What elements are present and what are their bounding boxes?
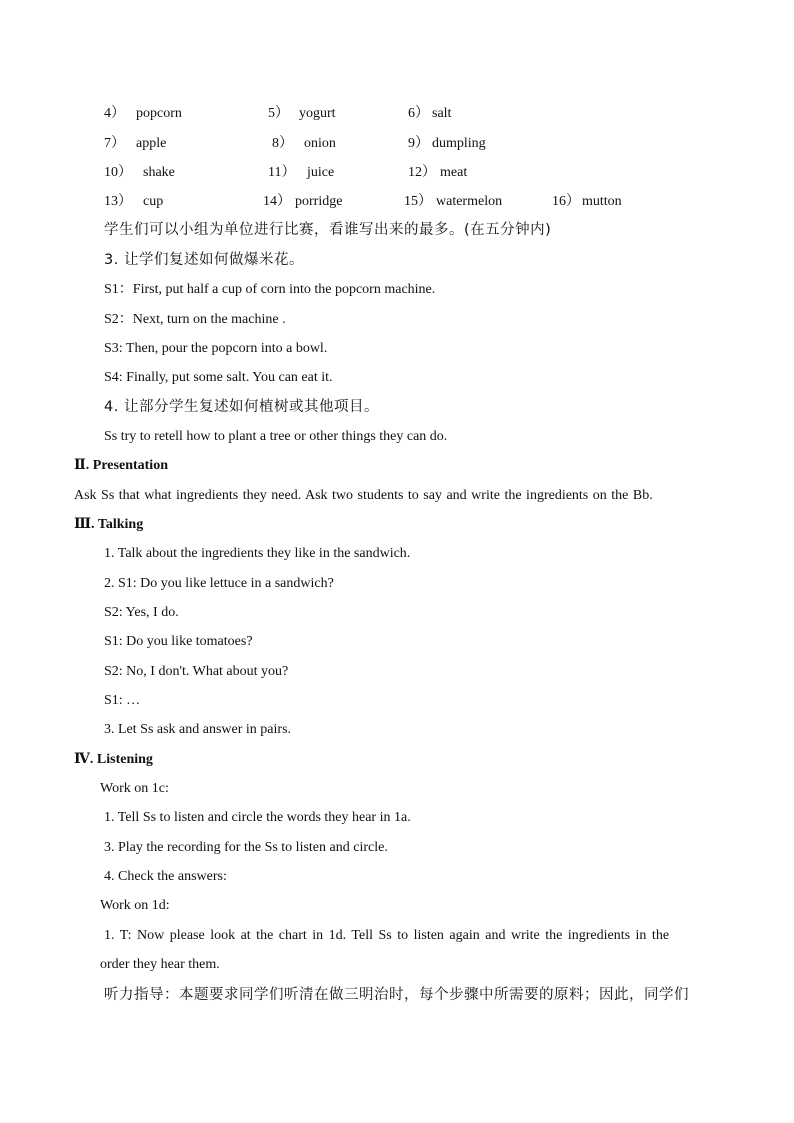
listening-step: 3. Play the recording for the Ss to listen and circle. — [104, 840, 388, 855]
vocab-number: 11） — [268, 165, 296, 180]
dialogue-line-s1: S1：First, put half a cup of corn into the popcorn machine. — [104, 282, 436, 297]
talking-line: S1: Do you like tomatoes? — [104, 634, 253, 649]
vocab-number: 6） — [408, 106, 429, 121]
presentation-heading: Ⅱ. Presentation — [74, 458, 168, 473]
vocab-word: popcorn — [136, 106, 182, 121]
vocab-word: mutton — [582, 194, 622, 209]
vocab-word: cup — [143, 194, 164, 209]
dialogue-line-s2: S2：Next, turn on the machine . — [104, 312, 286, 327]
vocab-number: 9） — [408, 136, 429, 151]
listening-heading: Ⅳ. Listening — [74, 752, 153, 767]
vocab-word: watermelon — [436, 194, 503, 209]
listening-guidance: 听力指导：本题要求同学们听清在做三明治时，每个步骤中所需要的原料；因此，同学们 — [104, 987, 689, 1003]
vocab-word: porridge — [295, 194, 343, 209]
presentation-text: Ask Ss that what ingredients they need. Ask two students to say and write the ingredients on the Bb. — [74, 488, 653, 503]
vocab-number: 15） — [404, 194, 432, 209]
talking-line: S2: Yes, I do. — [104, 605, 179, 620]
work-on-1d-label: Work on 1d: — [100, 898, 170, 913]
talking-heading: Ⅲ. Talking — [74, 517, 144, 532]
talking-line: S2: No, I don't. What about you? — [104, 664, 289, 679]
vocab-number: 7） — [104, 136, 125, 151]
work-on-1c-label: Work on 1c: — [100, 781, 169, 796]
vocab-number: 10） — [104, 165, 132, 180]
listening-step: 4. Check the answers: — [104, 869, 227, 884]
vocab-word: salt — [432, 106, 452, 121]
step-4-instruction: 4. 让部分学生复述如何植树或其他项目。 — [104, 399, 379, 415]
talking-line: 2. S1: Do you like lettuce in a sandwich? — [104, 576, 334, 591]
vocab-number: 12） — [408, 165, 436, 180]
vocab-word: yogurt — [299, 106, 336, 121]
vocab-word: dumpling — [432, 136, 486, 151]
group-competition-note: 学生们可以小组为单位进行比赛，看谁写出来的最多。(在五分钟内) — [104, 222, 552, 238]
vocab-word: apple — [136, 136, 167, 151]
vocab-number: 8） — [272, 136, 293, 151]
vocab-word: onion — [304, 136, 336, 151]
dialogue-line-s4: S4: Finally, put some salt. You can eat it. — [104, 370, 333, 385]
retell-instruction: Ss try to retell how to plant a tree or other things they can do. — [104, 429, 448, 444]
vocab-number: 14） — [263, 194, 291, 209]
listening-step-continued: order they hear them. — [100, 957, 220, 972]
talking-line: 1. Talk about the ingredients they like in the sandwich. — [104, 546, 411, 561]
dialogue-line-s3: S3: Then, pour the popcorn into a bowl. — [104, 341, 328, 356]
vocab-number: 16） — [552, 194, 580, 209]
vocab-number: 4） — [104, 106, 125, 121]
vocab-number: 5） — [268, 106, 289, 121]
listening-step: 1. T: Now please look at the chart in 1d. Tell Ss to listen again and write the ingredients in the — [104, 928, 670, 943]
vocab-word: shake — [143, 165, 175, 180]
listening-step: 1. Tell Ss to listen and circle the words they hear in 1a. — [104, 810, 411, 825]
vocab-word: juice — [307, 165, 335, 180]
talking-line: S1: … — [104, 693, 141, 708]
vocab-number: 13） — [104, 194, 132, 209]
vocab-word: meat — [440, 165, 468, 180]
talking-line: 3. Let Ss ask and answer in pairs. — [104, 722, 292, 737]
step-3-instruction: 3. 让学们复述如何做爆米花。 — [104, 252, 304, 268]
